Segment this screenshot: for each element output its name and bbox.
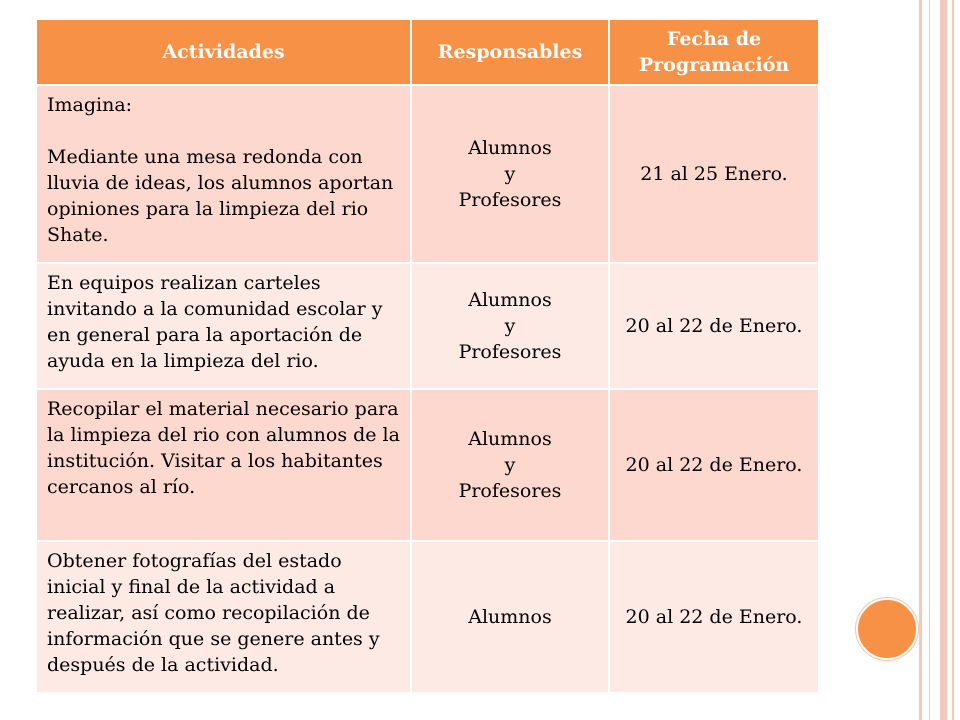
table-row	[36, 85, 819, 263]
decorative-line	[952, 0, 954, 720]
responsible-cell	[411, 85, 609, 263]
activity-text: Mediante una mesa redonda con lluvia de ideas, los alumnos aportan opiniones para la limpieza del rio Shate.	[47, 146, 394, 246]
activity-cell	[36, 389, 411, 541]
table-row	[36, 541, 819, 693]
responsible-line: y	[504, 163, 516, 185]
decorative-line	[919, 0, 922, 720]
date-cell: 20 al 22 de Enero.	[609, 541, 819, 693]
date-cell: 20 al 22 de Enero.	[609, 263, 819, 389]
activity-cell	[36, 541, 411, 693]
table-row	[36, 263, 819, 389]
activity-text: Recopilar el material necesario para la limpieza del rio con alumnos de la institución. Visitar a los habitantes cercanos al río.	[47, 398, 400, 498]
activity-cell	[36, 263, 411, 389]
responsible-line: Profesores	[458, 480, 562, 502]
activity-text: En equipos realizan carteles invitando a la comunidad escolar y en general para la aportación de ayuda en la limpieza del rio.	[47, 272, 383, 372]
decorative-line	[929, 0, 930, 720]
responsible-line: y	[504, 315, 516, 337]
responsible-line: Profesores	[458, 189, 562, 211]
decorative-circle	[856, 598, 918, 660]
responsible-line: y	[504, 454, 516, 476]
responsible-line: Alumnos	[468, 428, 552, 450]
header-schedule-date: Fecha de Programación	[609, 19, 819, 85]
responsible-line: Alumnos	[468, 137, 552, 159]
table-row	[36, 389, 819, 541]
responsible-line: Alumnos	[468, 289, 552, 311]
activity-cell	[36, 85, 411, 263]
date-cell: 20 al 22 de Enero.	[609, 389, 819, 541]
header-activities: Actividades	[36, 19, 411, 85]
date-cell: 21 al 25 Enero.	[609, 85, 819, 263]
responsible-line: Profesores	[458, 341, 562, 363]
responsible-cell	[411, 263, 609, 389]
decorative-line	[940, 0, 947, 720]
activity-heading: Imagina:	[47, 94, 133, 116]
responsible-cell	[411, 389, 609, 541]
header-responsibles: Responsables	[411, 19, 609, 85]
responsible-cell	[411, 541, 609, 693]
activity-text: Obtener fotografías del estado inicial y final de la actividad a realizar, así como recopilación de información que se genere antes y después de la actividad.	[47, 550, 380, 676]
schedule-table	[35, 18, 820, 694]
table-header-row	[36, 19, 819, 85]
responsible-line: Alumnos	[468, 606, 552, 628]
